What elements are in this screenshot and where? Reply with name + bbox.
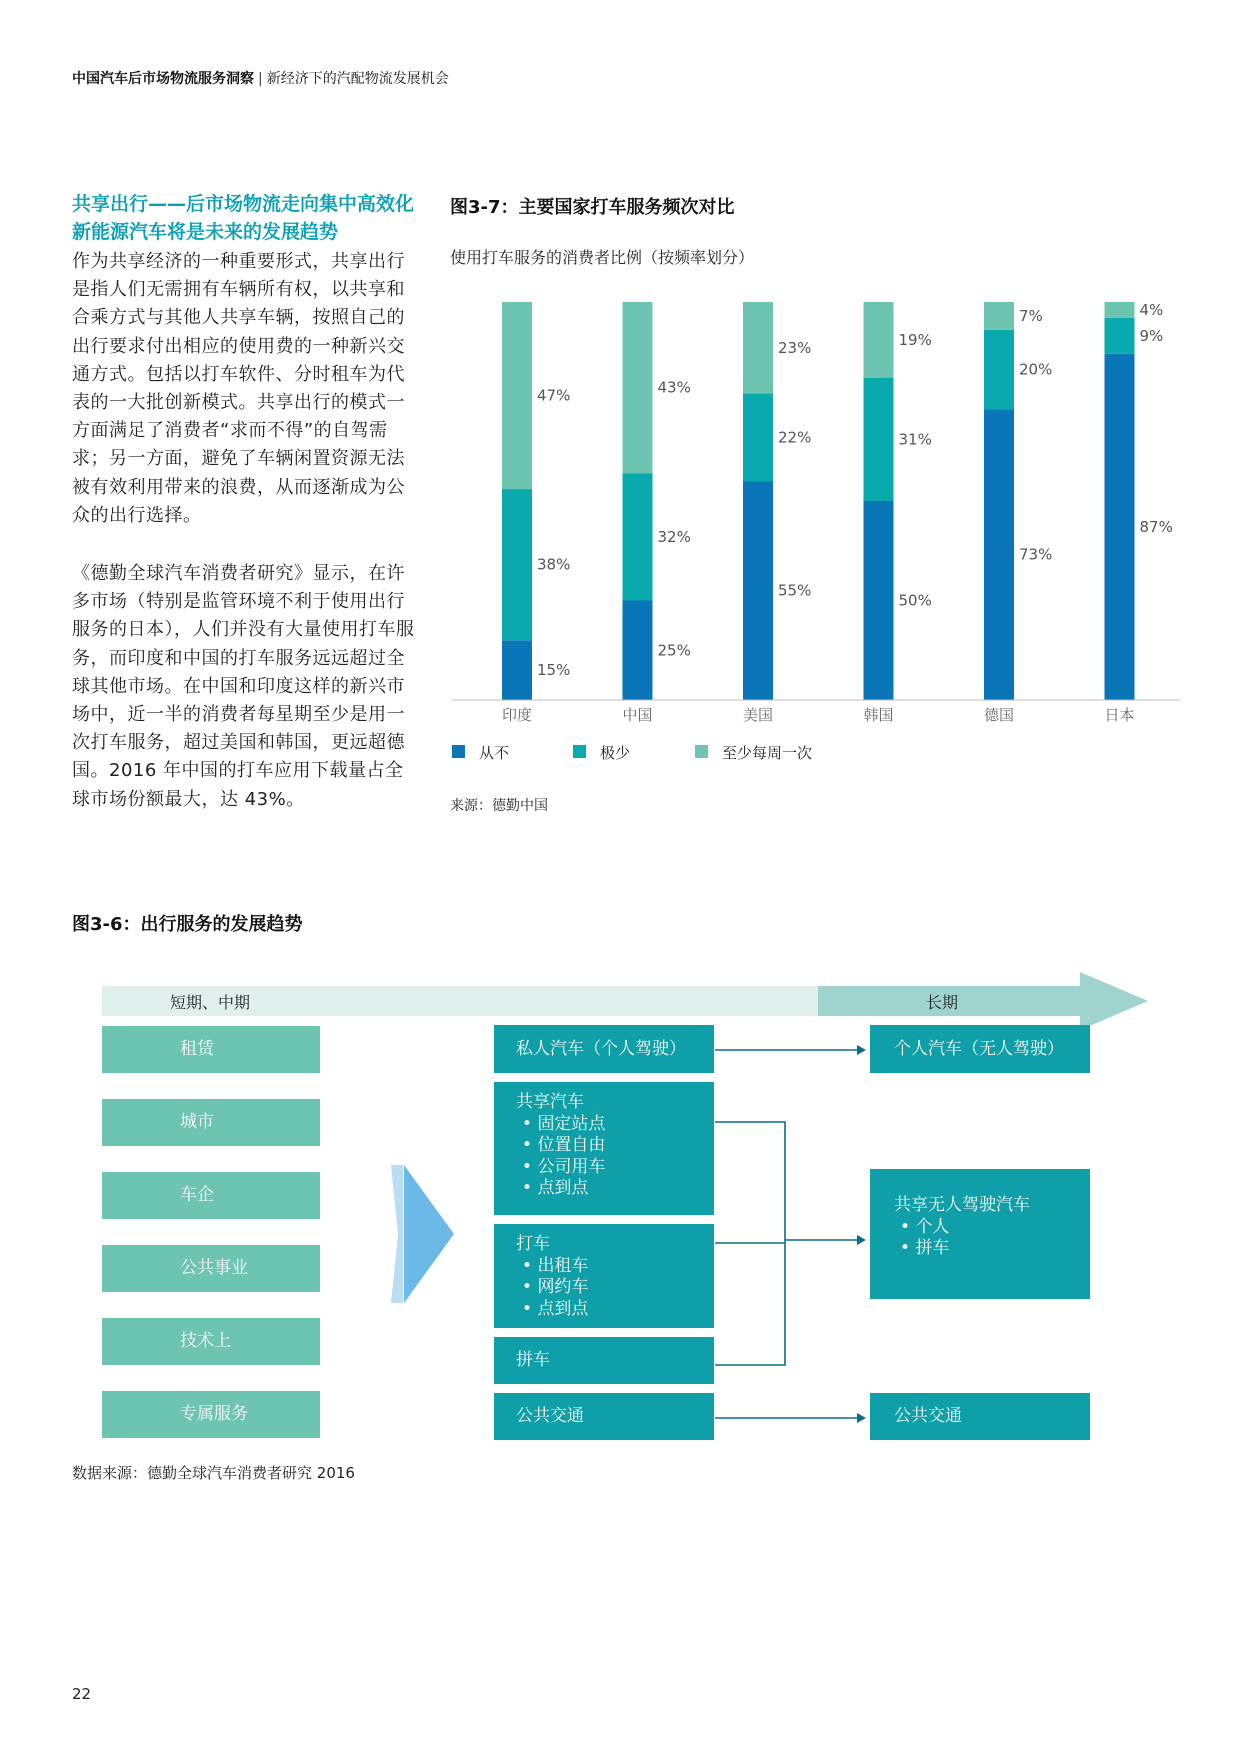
header-separator: | <box>258 71 263 87</box>
x-tick-label: 韩国 <box>863 706 894 724</box>
data-label: 31% <box>898 430 932 449</box>
arrowhead-transit-icon <box>857 1413 866 1423</box>
mid-box-taxi <box>494 1224 714 1328</box>
bullet-icon: • <box>522 1156 533 1177</box>
chart-subtitle: 使用打车服务的消费者比例（按频率划分） <box>450 248 755 267</box>
mid-box-shared-car <box>494 1082 714 1215</box>
lead-line-2: 新能源汽车将是未来的发展趋势 <box>72 221 339 243</box>
paragraph-1: 作为共享经济的一种重要形式，共享出行是指人们无需拥有车辆所有权，以共享和合乘方式与其他人共享车辆，按照自己的出行要求付出相应的使用费的一种新兴交通方式。包括以打车软件、分时租车为代表的一大批创新模式。共享出行的模式一方面满足了消费者“求而不得”的自驾需求；另一方面，避免了车辆闲置资源无法被有效利用带来的浪费，从而逐渐成为公众的出行选择。 <box>72 251 405 526</box>
report-title: 中国汽车后市场物流服务洞察 <box>72 71 254 87</box>
shared-autonomous-item: • 个人 <box>900 1216 950 1237</box>
timeline-long-label: 长期 <box>926 993 959 1012</box>
data-label: 38% <box>537 555 571 574</box>
bullet-icon: • <box>900 1238 911 1258</box>
bullet-icon: • <box>522 1135 533 1155</box>
left-box-technology: 技术上 <box>102 1318 320 1365</box>
data-label: 9% <box>1139 326 1164 345</box>
lead-line-1: 共享出行——后市场物流走向集中高效化 <box>72 193 415 215</box>
taxi-item: • 出租车 <box>522 1255 589 1276</box>
report-subtitle: 新经济下的汽配物流发展机会 <box>266 71 449 87</box>
data-label: 55% <box>778 581 812 600</box>
right-box-shared-autonomous <box>870 1169 1090 1299</box>
data-label: 25% <box>657 641 691 660</box>
data-label: 15% <box>537 661 571 680</box>
data-label: 32% <box>657 527 691 546</box>
data-label: 87% <box>1139 517 1173 536</box>
right-box-autonomous-private: 个人汽车（无人驾驶） <box>870 1025 1090 1073</box>
mid-box-private-car: 私人汽车（个人驾驶） <box>494 1025 714 1073</box>
data-label: 22% <box>778 428 812 447</box>
data-label: 50% <box>898 591 932 610</box>
left-box-city: 城市 <box>102 1099 320 1146</box>
x-tick-label: 日本 <box>1104 706 1135 724</box>
diagram-source: 数据来源：德勤全球汽车消费者研究 2016 <box>72 1464 355 1482</box>
page-number: 22 <box>72 1685 92 1703</box>
taxi-item: • 网约车 <box>522 1277 589 1297</box>
chevron-front-icon <box>404 1165 454 1303</box>
bullet-icon: • <box>522 1277 533 1297</box>
chevron-back-icon <box>391 1165 403 1303</box>
arrowhead-shared-icon <box>857 1235 866 1245</box>
shared-car-item: • 公司用车 <box>522 1156 606 1177</box>
shared-autonomous-title: 共享无人驾驶汽车 <box>894 1195 1030 1215</box>
bullet-icon: • <box>522 1298 533 1319</box>
bullet-icon: • <box>522 1113 533 1134</box>
shared-autonomous-item: • 拼车 <box>900 1238 950 1258</box>
legend-label: 至少每周一次 <box>722 744 813 762</box>
x-tick-label: 中国 <box>622 706 653 724</box>
figure-3-7-title: 图3-7：主要国家打车服务频次对比 <box>450 197 735 218</box>
data-label: 73% <box>1019 545 1053 564</box>
data-label: 47% <box>537 386 571 405</box>
data-label: 4% <box>1139 300 1164 319</box>
chart-source: 来源：德勤中国 <box>450 798 548 814</box>
mid-box-carpool: 拼车 <box>494 1337 714 1384</box>
left-box-rental: 租赁 <box>102 1026 320 1073</box>
taxi-item: • 点到点 <box>522 1298 589 1319</box>
left-box-utilities: 公共事业 <box>102 1245 320 1292</box>
shared-car-item: • 固定站点 <box>522 1113 606 1134</box>
data-label: 19% <box>898 330 932 349</box>
taxi-title: 打车 <box>516 1234 550 1254</box>
data-label: 43% <box>657 378 691 397</box>
bullet-icon: • <box>522 1255 533 1276</box>
shared-car-title: 共享汽车 <box>516 1092 584 1112</box>
data-label: 20% <box>1019 360 1053 379</box>
arrowhead-private-icon <box>857 1045 866 1055</box>
shared-car-item: • 位置自由 <box>522 1135 606 1155</box>
x-tick-label: 印度 <box>501 706 533 724</box>
timeline-arrow <box>818 972 1148 1030</box>
left-box-dedicated: 专属服务 <box>102 1391 320 1438</box>
legend-label: 极少 <box>600 744 631 762</box>
x-tick-label: 德国 <box>983 706 1015 724</box>
data-label: 7% <box>1019 306 1043 325</box>
data-label: 23% <box>778 338 812 357</box>
timeline-short-label: 短期、中期 <box>170 993 251 1012</box>
bullet-icon: • <box>900 1216 911 1237</box>
mid-box-public-transit: 公共交通 <box>494 1393 714 1440</box>
x-tick-label: 美国 <box>742 706 774 724</box>
legend-label: 从不 <box>479 744 510 762</box>
left-box-automaker: 车企 <box>102 1172 320 1219</box>
right-box-public-transit: 公共交通 <box>870 1393 1090 1440</box>
bullet-icon: • <box>522 1178 533 1198</box>
paragraph-2: 《德勤全球汽车消费者研究》显示，在许多市场（特别是监管环境不利于使用出行服务的日本），人们并没有大量使用打车服务，而印度和中国的打车服务远远超过全球其他市场。在中国和印度这样的新兴市场中，近一半的消费者每星期至少是用一次打车服务，超过美国和韩国，更远超德国。2016 年中国的打车应用下载量占全球市场份额最大，达 43%。 <box>72 563 415 810</box>
shared-car-item: • 点到点 <box>522 1178 589 1198</box>
figure-3-6-title: 图3-6：出行服务的发展趋势 <box>72 914 303 935</box>
